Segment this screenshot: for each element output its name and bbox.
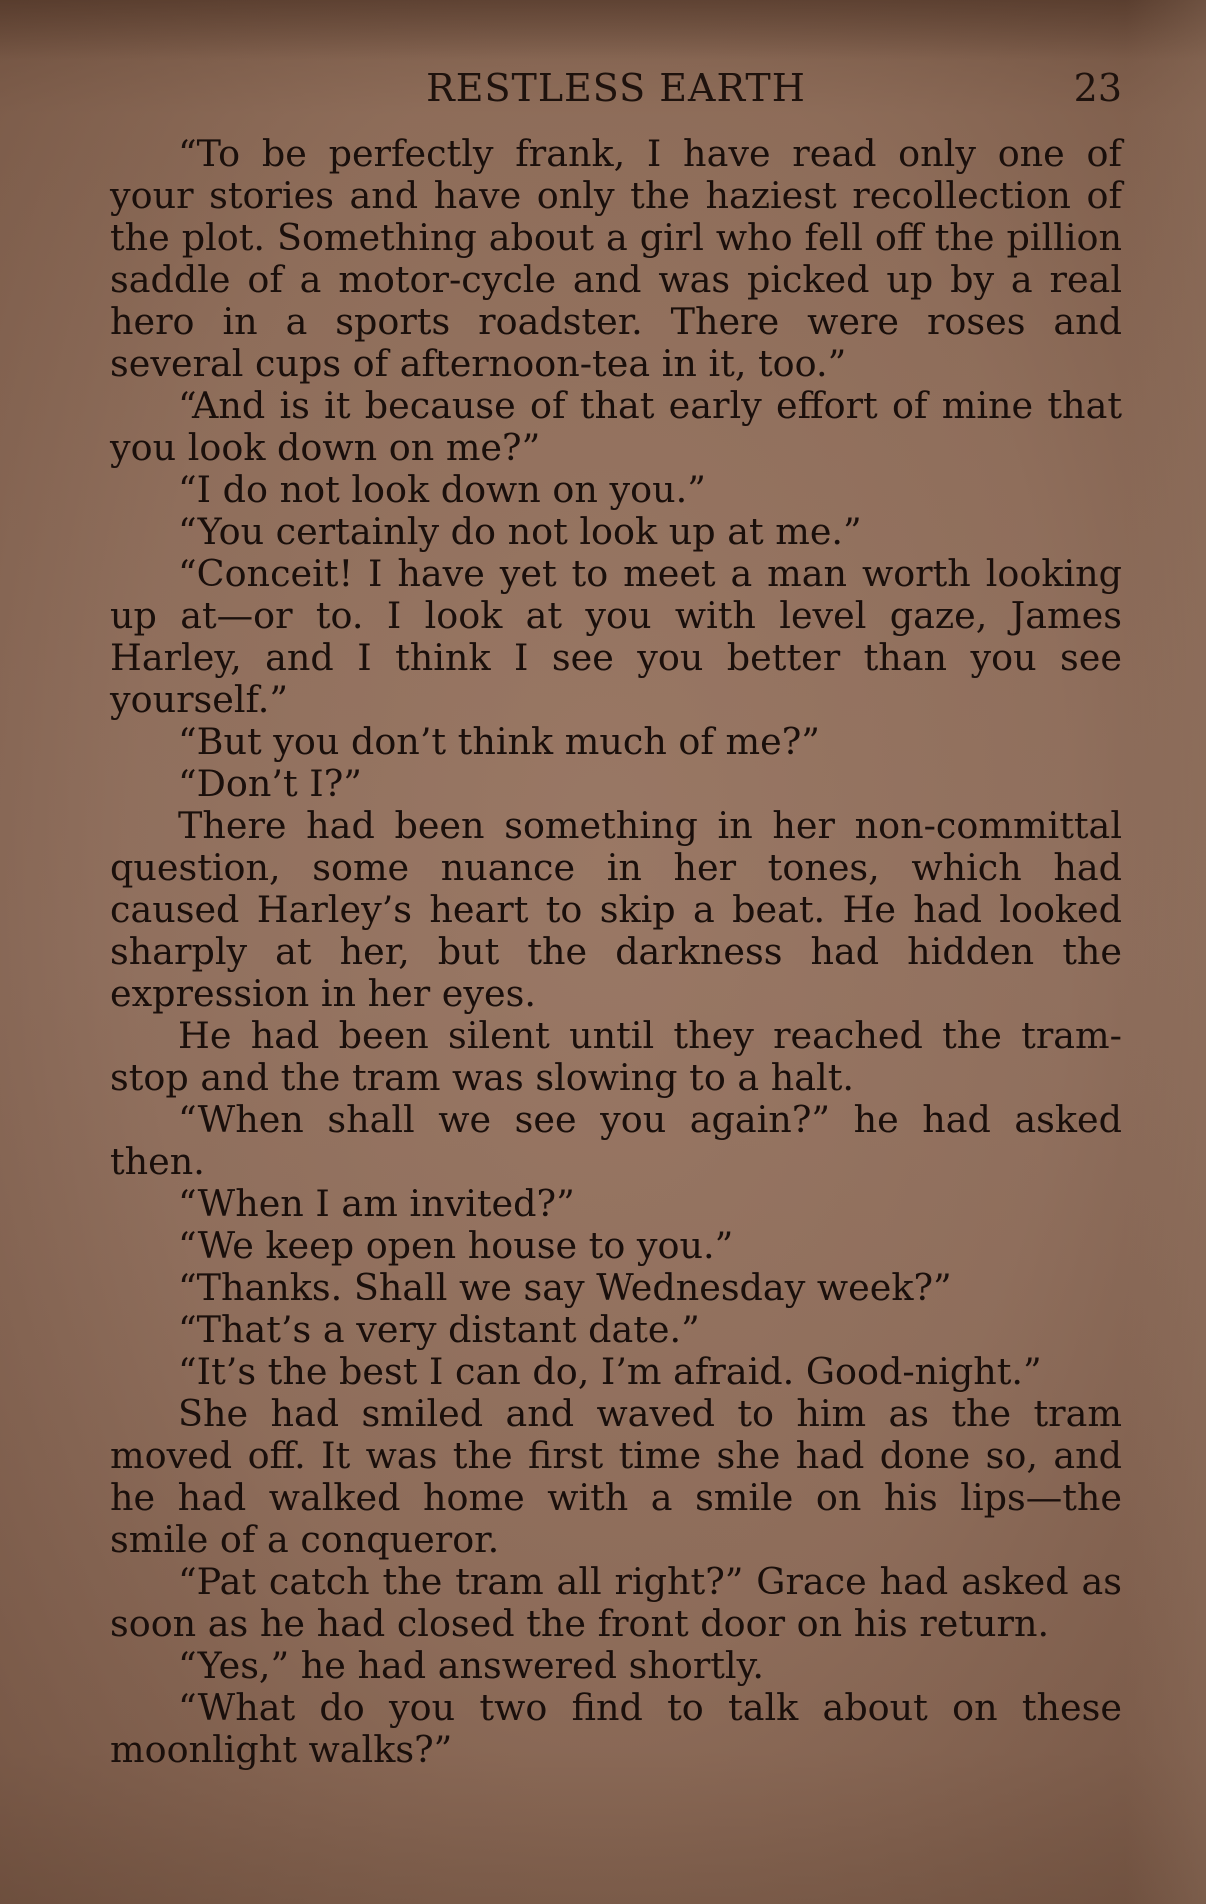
paragraph: “To be perfectly frank, I have read only one of your stories and have only the haziest recollection of the plot. Something about a girl who fell off the pillion saddle of a motor-cycle and was picked up by a real hero in a sports roadster. There were roses and several cups of afternoon-tea in it, too.” [110,132,1122,385]
paragraph: “Conceit! I have yet to meet a man worth looking up at—or to. I look at you with level gaze, James Harley, and I think I see you better than you see yourself.” [110,552,1122,721]
paragraph: “When I am invited?” [178,1182,575,1225]
paragraph: “It’s the best I can do, I’m afraid. Good-night.” [178,1350,1042,1393]
paragraph: He had been silent until they reached the tram-stop and the tram was slowing to a halt. [110,1014,1122,1099]
paragraph: “What do you two find to talk about on these moonlight walks?” [110,1686,1122,1771]
paragraph: “You certainly do not look up at me.” [178,510,862,553]
paragraph: “We keep open house to you.” [178,1224,734,1267]
paragraph: “And is it because of that early effort of mine that you look down on me?” [110,384,1122,469]
paragraph: “Pat catch the tram all right?” Grace had asked as soon as he had closed the front door on his return. [110,1560,1122,1645]
paragraph: “Yes,” he had answered shortly. [178,1644,764,1687]
page-header [110,66,1122,110]
paragraph: “I do not look down on you.” [178,468,706,511]
body-text [110,133,1122,1771]
page-number: 23 [1073,66,1122,110]
paragraph: “Thanks. Shall we say Wednesday week?” [178,1266,952,1309]
paragraph: “That’s a very distant date.” [178,1308,700,1351]
paragraph: “Don’t I?” [178,762,362,805]
paragraph: There had been something in her non-committal question, some nuance in her tones, which had caused Harley’s heart to skip a beat. He had looked sharply at her, but the darkness had hidden the expression in her eyes. [110,804,1122,1015]
paragraph: She had smiled and waved to him as the tram moved off. It was the first time she had done so, and he had walked home with a smile on his lips—the smile of a conqueror. [110,1392,1122,1561]
running-title: RESTLESS EARTH [426,66,806,110]
paragraph: “When shall we see you again?” he had asked then. [110,1098,1122,1183]
paragraph: “But you don’t think much of me?” [178,720,820,763]
